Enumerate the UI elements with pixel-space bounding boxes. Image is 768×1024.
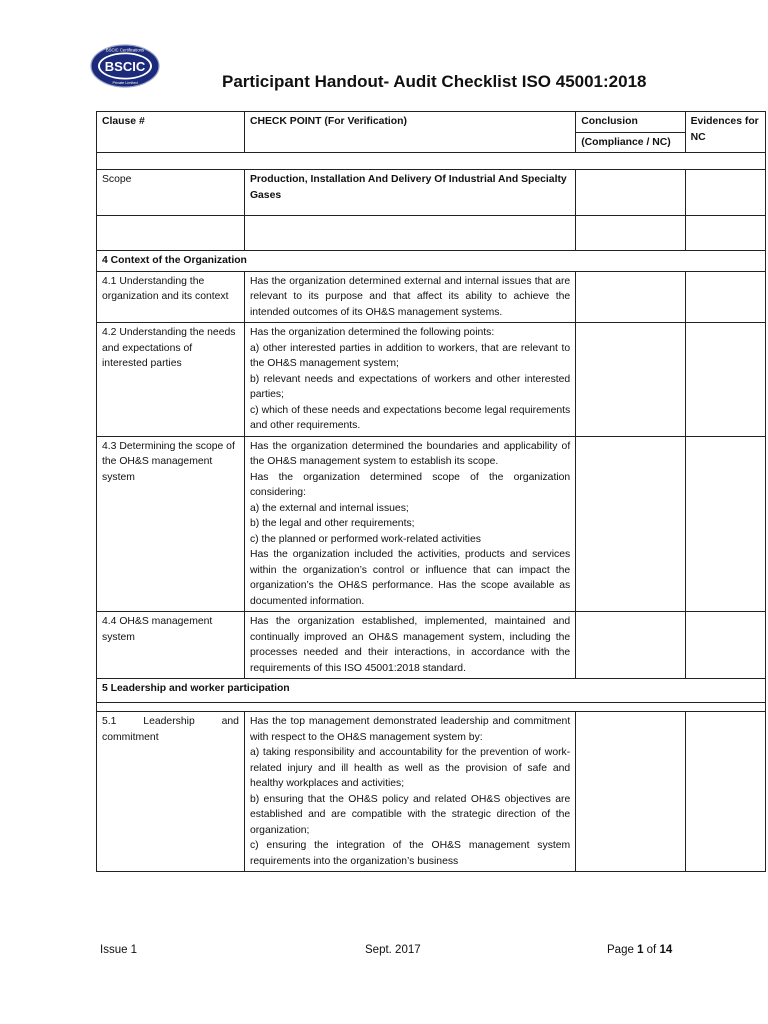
checklist-row bbox=[97, 271, 766, 323]
header-evidences-line2: NC bbox=[690, 131, 706, 143]
clause-cell: 4.4 OH&S management system bbox=[97, 612, 245, 679]
blank-row bbox=[97, 703, 766, 712]
header-evidences bbox=[685, 112, 765, 153]
clause-cell: 4.2 Understanding the needs and expectations of interested parties bbox=[97, 323, 245, 437]
logo-brand-text: BSCIC bbox=[104, 59, 146, 74]
checkpoint-cell bbox=[244, 712, 575, 872]
footer-issue: Issue 1 bbox=[100, 944, 138, 956]
clause-cell: 5.1 Leadership and commitment bbox=[97, 712, 245, 872]
checkpoint-cell bbox=[244, 612, 575, 679]
conclusion-cell bbox=[576, 436, 685, 612]
section-5-rows bbox=[97, 712, 766, 872]
checkpoint-cell bbox=[244, 271, 575, 323]
checkpoint-cell bbox=[244, 436, 575, 612]
blank-row bbox=[97, 153, 766, 170]
logo-bottom-arc-text: Private Limited bbox=[112, 81, 138, 85]
checkpoint-line: a) other interested parties in addition to workers, that are relevant to the OH&S management system; bbox=[249, 342, 571, 369]
checkpoint-line: Has the top management demonstrated leadership and commitment with respect to the OH&S management system by: bbox=[249, 716, 571, 743]
checkpoint-line: Has the organization determined the boundaries and applicability of the OH&S management system to establish its scope. bbox=[249, 440, 571, 467]
clause-cell: 4.1 Understanding the organization and its context bbox=[97, 271, 245, 323]
checkpoint-line: Has the organization determined scope of the organization considering: bbox=[249, 471, 571, 498]
header-conclusion: Conclusion bbox=[576, 112, 685, 133]
checkpoint-line: b) the legal and other requirements; bbox=[249, 518, 415, 529]
blank-cell bbox=[685, 216, 765, 251]
scope-checkpoint: Production, Installation And Delivery Of Industrial And Specialty Gases bbox=[244, 170, 575, 216]
checkpoint-line: c) ensuring the integration of the OH&S management system requirements into the organization’s business bbox=[249, 840, 571, 867]
evidence-cell bbox=[685, 271, 765, 323]
conclusion-cell bbox=[576, 612, 685, 679]
logo-top-arc-text: BSCIC Certifications bbox=[105, 47, 145, 53]
footer-page-number bbox=[607, 944, 672, 956]
blank-cell bbox=[576, 216, 685, 251]
scope-row bbox=[97, 170, 766, 216]
checkpoint-line: c) which of these needs and expectations become legal requirements and other requirements. bbox=[249, 404, 571, 431]
checklist-row bbox=[97, 436, 766, 612]
footer-page-of: of bbox=[643, 944, 660, 956]
checkpoint-line: c) the planned or performed work-related activities bbox=[249, 533, 481, 545]
audit-checklist-table bbox=[96, 111, 766, 872]
scope-conclusion-cell bbox=[576, 170, 685, 216]
checkpoint-line: b) ensuring that the OH&S policy and related OH&S objectives are established and are compatible with the strategic direction of the organization; bbox=[249, 793, 571, 836]
checkpoint-line: Has the organization included the activities, products and services within the organization’s control or influence that can impact the organization’s the OH&S performance. Has the scope available as documented information. bbox=[249, 549, 571, 607]
footer-page-current: 1 bbox=[637, 944, 644, 956]
blank-cell bbox=[244, 216, 575, 251]
checklist-row bbox=[97, 323, 766, 437]
scope-evidence-cell bbox=[685, 170, 765, 216]
conclusion-cell bbox=[576, 323, 685, 437]
section-row-5 bbox=[97, 679, 766, 703]
checkpoint-line: Has the organization determined the following points: bbox=[249, 327, 495, 338]
conclusion-cell bbox=[576, 271, 685, 323]
evidence-cell bbox=[685, 436, 765, 612]
scope-clause: Scope bbox=[97, 170, 245, 216]
checkpoint-line: a) the external and internal issues; bbox=[249, 502, 409, 514]
checklist-row bbox=[97, 612, 766, 679]
section-title: 4 Context of the Organization bbox=[97, 251, 766, 272]
footer-page-prefix: Page bbox=[607, 944, 638, 956]
checkpoint-cell bbox=[244, 323, 575, 437]
section-row-4 bbox=[97, 251, 766, 272]
checkpoint-line: Has the organization established, implemented, maintained and continually improved an OH&S management system, including the processes needed and their interactions, in accordance with the requirements of this ISO 45001:2018 standard. bbox=[249, 616, 571, 674]
blank-row bbox=[97, 216, 766, 251]
checkpoint-line: b) relevant needs and expectations of workers and other interested parties; bbox=[249, 373, 571, 400]
bscic-logo bbox=[90, 44, 160, 88]
document-title: Participant Handout- Audit Checklist ISO 45001:2018 bbox=[222, 72, 647, 91]
footer-page-total: 14 bbox=[659, 944, 673, 956]
checkpoint-line: Has the organization determined external and internal issues that are relevant to its purpose and that affect its ability to achieve the intended outcomes of its OH&S management systems. bbox=[249, 275, 571, 318]
evidence-cell bbox=[685, 612, 765, 679]
clause-cell: 4.3 Determining the scope of the OH&S management system bbox=[97, 436, 245, 612]
header-checkpoint: CHECK POINT (For Verification) bbox=[244, 112, 575, 153]
section-4-rows bbox=[97, 271, 766, 679]
blank-cell bbox=[97, 216, 245, 251]
blank-cell bbox=[97, 703, 766, 712]
footer-date: Sept. 2017 bbox=[365, 944, 421, 956]
header-conclusion-sub: (Compliance / NC) bbox=[576, 132, 685, 153]
conclusion-cell bbox=[576, 712, 685, 872]
checkpoint-line: a) taking responsibility and accountability for the prevention of work-related injury and ill health as well as the provision of safe and healthy workplaces and activities; bbox=[249, 747, 571, 789]
header-evidences-line1: Evidences for bbox=[690, 116, 759, 127]
header-clause: Clause # bbox=[97, 112, 245, 153]
table-header-row bbox=[97, 112, 766, 133]
evidence-cell bbox=[685, 323, 765, 437]
blank-cell bbox=[97, 153, 766, 170]
evidence-cell bbox=[685, 712, 765, 872]
checklist-row bbox=[97, 712, 766, 872]
section-title: 5 Leadership and worker participation bbox=[97, 679, 766, 703]
